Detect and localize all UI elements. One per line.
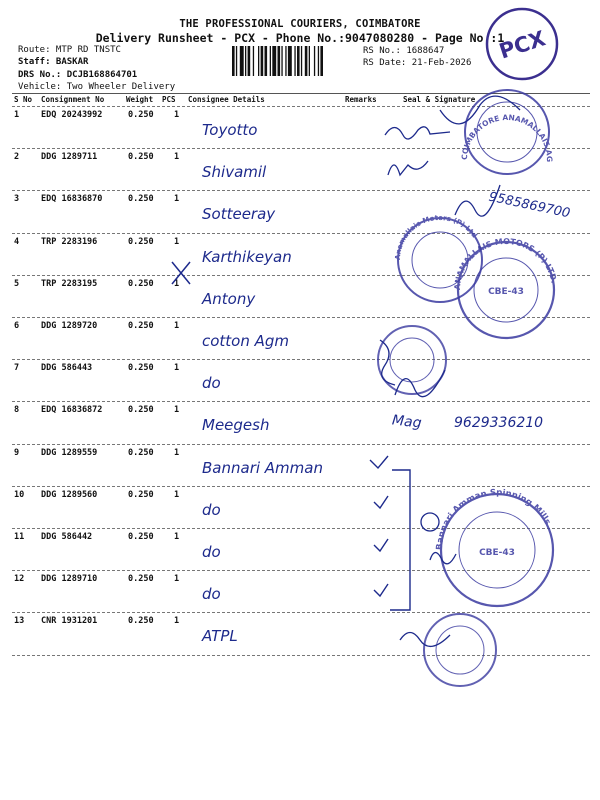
barcode-bar — [278, 46, 281, 76]
stamp4-text: Bannari Amman Spinning Mills — [434, 487, 553, 551]
row-consignment: DDG 1289711 — [41, 152, 98, 163]
row-sno: 6 — [14, 321, 20, 331]
row-pcs: 1 — [174, 405, 180, 416]
vehicle-label: Vehicle: Two Wheeler Delivery — [18, 82, 176, 92]
stamp3-text: ANAMALLAIS MOTORS (P) LTD. — [452, 236, 559, 291]
row-pcs: 1 — [174, 278, 180, 289]
row-consignment: DDG 586442 — [41, 532, 93, 542]
row-consignment: TRP 2283196 — [41, 236, 98, 247]
staff-label: Staff: BASKAR — [18, 57, 89, 67]
row-consignee-handwritten: Karthikeyan — [202, 247, 292, 266]
handwritten-signature-row8: Mag — [391, 412, 423, 432]
barcode-bar — [270, 46, 271, 76]
row-pcs: 1 — [174, 616, 180, 627]
handwritten-phone-row8: 9629336210 — [454, 415, 544, 431]
barcode-bar — [288, 46, 292, 76]
row-weight: 0.250 — [128, 405, 154, 416]
row-consignment: DDG 1289559 — [41, 447, 98, 458]
col-sno: S No — [14, 95, 33, 104]
runsheet-subtitle: Delivery Runsheet - PCX - Phone No.:9047080280 - Page No.:1 — [95, 31, 505, 45]
row-sno: 11 — [14, 532, 25, 542]
row-weight: 0.250 — [128, 321, 154, 331]
barcode-image — [232, 46, 358, 76]
stamp1-text: COIMBATORE ANAMALLAIS AG — [459, 112, 555, 163]
drs-number: DRS No.: DCJB168864701 — [18, 70, 138, 80]
barcode-bar — [301, 46, 302, 76]
table-row — [0, 613, 600, 655]
row-weight: 0.250 — [128, 110, 154, 120]
table-row — [0, 487, 600, 529]
row-sno: 12 — [14, 574, 25, 585]
row-pcs: 1 — [174, 152, 180, 163]
row-sno: 1 — [14, 110, 20, 120]
route-label: Route: MTP RD TNSTC — [18, 45, 121, 55]
row-consignee-handwritten: ATPL — [202, 627, 238, 646]
row-pcs: 1 — [174, 574, 180, 585]
row-pcs: 1 — [174, 194, 180, 205]
table-row — [0, 318, 600, 360]
col-pcs: PCS — [162, 95, 176, 104]
row-consignee-handwritten: Toyotto — [202, 121, 258, 139]
table-row — [0, 445, 600, 487]
row-consignee-handwritten: Meegesh — [202, 416, 270, 435]
barcode-bar — [236, 46, 237, 76]
barcode-bar — [248, 46, 251, 76]
barcode-bar — [253, 46, 254, 76]
row-pcs: 1 — [174, 236, 180, 247]
row-weight: 0.250 — [128, 447, 154, 458]
row-consignment: EDQ 16836872 — [41, 405, 103, 416]
row-consignee-handwritten: do — [202, 585, 221, 604]
row-sno: 9 — [14, 447, 20, 458]
stamp3-code: CBE-43 — [488, 287, 524, 297]
row-sno: 3 — [14, 194, 20, 205]
barcode-bar — [232, 46, 235, 76]
barcode-bar — [297, 46, 300, 76]
barcode-bar — [240, 46, 244, 76]
company-title: THE PROFESSIONAL COURIERS, COIMBATORE — [179, 18, 421, 30]
col-seal: Seal & Signature — [403, 95, 476, 104]
row-weight: 0.250 — [128, 278, 154, 289]
row-consignment: DDG 1289720 — [41, 321, 98, 331]
row-consignee-handwritten: do — [202, 543, 221, 561]
row-sno: 8 — [14, 405, 20, 416]
row-consignment: TRP 2283195 — [41, 278, 98, 289]
rs-number: RS No.: 1688647 — [363, 46, 445, 56]
row-consignee-handwritten: Sotteeray — [202, 205, 276, 224]
row-consignment: EDQ 20243992 — [41, 110, 103, 120]
barcode-bar — [261, 46, 264, 76]
row-weight: 0.250 — [128, 616, 154, 627]
barcode-bar — [294, 46, 295, 76]
table-row — [0, 107, 600, 149]
table-row — [0, 360, 600, 402]
barcode-bar — [265, 46, 268, 76]
header-top-rule — [12, 93, 590, 94]
row-consignee-handwritten: Bannari Amman — [202, 458, 323, 477]
col-remarks: Remarks — [345, 95, 377, 104]
row-weight: 0.250 — [128, 236, 154, 247]
row-sno: 2 — [14, 152, 20, 163]
row-sno: 4 — [14, 236, 20, 247]
barcode-bar — [272, 46, 276, 76]
barcode-bar — [281, 46, 282, 76]
stamp4-code: CBE-43 — [479, 548, 515, 558]
row-sno: 5 — [14, 278, 20, 289]
table-row — [0, 529, 600, 571]
table-row — [0, 571, 600, 613]
rs-date: RS Date: 21-Feb-2026 — [363, 58, 472, 68]
row-weight: 0.250 — [128, 363, 154, 374]
row-pcs: 1 — [174, 532, 180, 542]
logo-text: PCX — [496, 26, 549, 64]
row-weight: 0.250 — [128, 574, 154, 585]
row-pcs: 1 — [174, 363, 180, 374]
stamp2-text: Anamallais Motors (P) Ltd — [393, 213, 479, 261]
pcx-logo — [484, 6, 560, 82]
row-weight: 0.250 — [128, 152, 154, 163]
row-consignment: DDG 586443 — [41, 363, 93, 374]
row-sno: 7 — [14, 363, 20, 374]
barcode-bar — [320, 46, 323, 76]
row-consignment: DDG 1289560 — [41, 489, 98, 500]
row-consignee-handwritten: cotton Agm — [202, 332, 290, 350]
barcode-bar — [314, 46, 315, 76]
row-consignment: CNR 1931201 — [41, 616, 98, 627]
col-consignment: Consignment No — [41, 95, 105, 104]
row-sno: 10 — [14, 489, 25, 500]
barcode-bar — [245, 46, 246, 76]
row-consignment: EDQ 16836870 — [41, 194, 103, 205]
row-consignee-handwritten: do — [202, 374, 221, 393]
barcode-bar — [318, 46, 319, 76]
row-consignee-handwritten: do — [202, 500, 221, 519]
row-consignee-handwritten: Antony — [202, 289, 256, 308]
row-divider — [12, 655, 590, 656]
col-consignee: Consignee Details — [188, 95, 265, 104]
barcode-bar — [309, 46, 310, 76]
row-consignee-handwritten: Shivamil — [202, 163, 267, 182]
row-consignment: DDG 1289710 — [41, 574, 98, 585]
table-row — [0, 149, 600, 191]
row-weight: 0.250 — [128, 194, 154, 205]
row-sno: 13 — [14, 616, 25, 627]
barcode-bar — [258, 46, 259, 76]
row-pcs: 1 — [174, 110, 180, 120]
row-pcs: 1 — [174, 489, 180, 500]
row-pcs: 1 — [174, 321, 180, 331]
table-row — [0, 276, 600, 318]
row-pcs: 1 — [174, 447, 180, 458]
barcode-bar — [285, 46, 286, 76]
handwritten-phone-row3: 9585869700 — [487, 189, 572, 222]
table-row — [0, 234, 600, 276]
row-weight: 0.250 — [128, 489, 154, 500]
barcode-bar — [305, 46, 308, 76]
col-weight: Weight — [126, 95, 154, 104]
row-weight: 0.250 — [128, 532, 154, 542]
